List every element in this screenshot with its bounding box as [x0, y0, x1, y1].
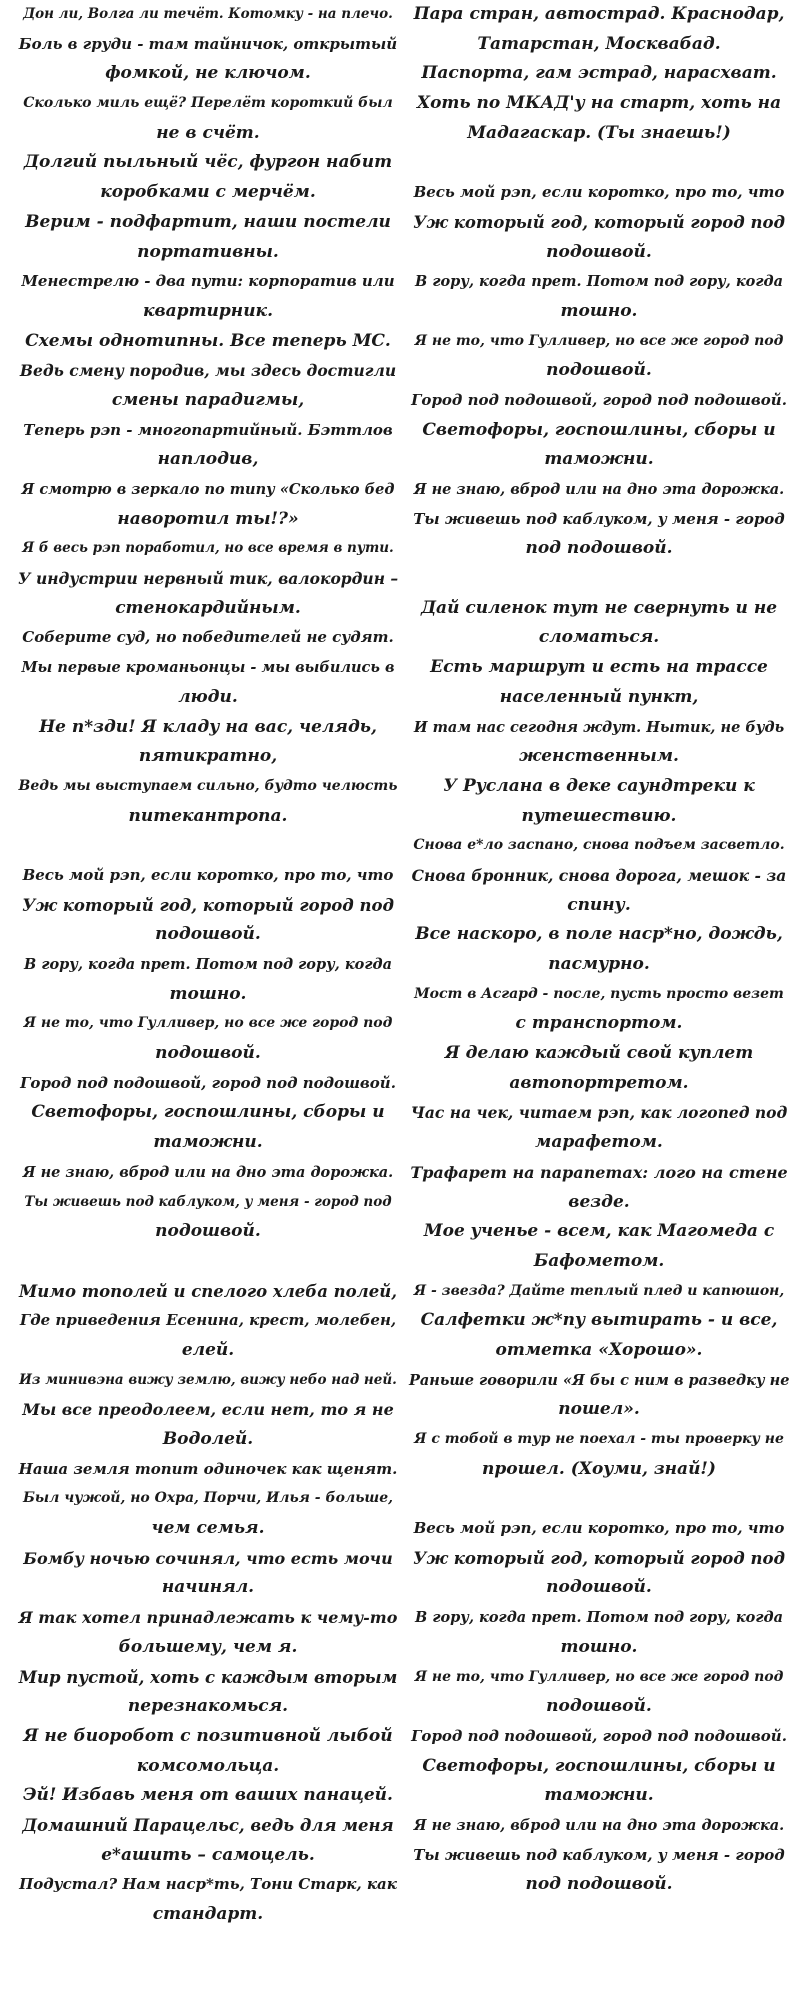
lyric-line	[18, 831, 398, 861]
lyric-line: подошвой.	[155, 1043, 261, 1064]
lyric-line: наплодив,	[157, 449, 259, 470]
lyric-line: Я смотрю в зеркало по типу «Сколько бед	[21, 481, 395, 498]
lyric-line: Уж который год, который город под	[413, 1548, 785, 1568]
lyric-line: Схемы однотипны. Все теперь МС.	[25, 330, 391, 351]
lyric-line: Мост в Асгард - после, пусть просто везет	[414, 985, 784, 1002]
lyric-line: Соберите суд, но победителей не судят.	[22, 628, 394, 647]
lyric-line: Город под подошвой, город под подошвой.	[411, 390, 787, 409]
lyric-line: Водолей.	[162, 1429, 254, 1449]
lyric-line: перезнакомься.	[127, 1696, 289, 1717]
lyric-line: таможни.	[544, 1785, 654, 1806]
lyric-line: подошвой.	[546, 241, 652, 262]
lyric-line: Снова е*ло заспано, снова подъем засветло.	[413, 837, 785, 854]
lyric-line: Светофоры, госпошлины, сборы и	[422, 1755, 776, 1776]
lyric-line: Я не то, что Гулливер, но все же город под	[414, 1668, 784, 1685]
lyric-line: Я не знаю, вброд или на дно эта дорожка.	[413, 481, 785, 498]
lyric-line: Хоть по МКАД'у на старт, хоть на	[416, 93, 782, 114]
lyric-line: большему, чем я.	[118, 1636, 298, 1657]
lyric-line: Раньше говорили «Я бы с ним в разведку не	[409, 1371, 790, 1389]
lyric-line: У индустрии нервный тик, валокордин –	[18, 569, 399, 589]
lyric-line: Мимо тополей и спелого хлеба полей,	[19, 1281, 397, 1301]
lyric-line: портативны.	[137, 241, 279, 262]
lyric-line: пятикратно,	[138, 746, 278, 767]
lyric-line: смены парадигмы,	[111, 389, 305, 410]
lyric-line: везде.	[568, 1191, 630, 1212]
lyric-line: подошвой.	[546, 1696, 652, 1717]
lyric-line: е*ашить – самоцель.	[101, 1844, 315, 1865]
lyric-line: В гору, когда прет. Потом под гору, когда	[24, 956, 392, 973]
lyric-line: Уж который год, который город под	[22, 895, 394, 915]
lyric-line: марафетом.	[535, 1132, 663, 1153]
lyric-line: Мы первые кроманьонцы - мы выбились в	[21, 659, 395, 677]
lyric-line: женственным.	[519, 746, 679, 767]
lyric-line: Город под подошвой, город под подошвой.	[411, 1726, 787, 1745]
lyric-line: Ты живешь под каблуком, у меня - город	[413, 1845, 785, 1864]
lyric-line: Не п*зди! Я кладу на вас, челядь,	[39, 716, 377, 737]
lyric-line: Мадагаскар. (Ты знаешь!)	[467, 122, 731, 143]
lyric-line: Есть маршрут и есть на трассе	[430, 657, 768, 678]
lyric-line: квартирник.	[143, 300, 273, 321]
lyric-line: комсомольца.	[136, 1755, 280, 1776]
lyric-line: Я не то, что Гулливер, но все же город под	[414, 332, 784, 349]
lyric-line	[409, 148, 789, 178]
lyric-line: Наша земля топит одиночек как щенят.	[18, 1459, 398, 1478]
lyric-line: населенный пункт,	[499, 686, 699, 707]
lyric-line: подошвой.	[155, 1221, 261, 1242]
lyric-line: Ты живешь под каблуком, у меня - город под	[24, 1193, 392, 1210]
lyric-line: Менестрелю - два пути: корпоратив или	[21, 272, 395, 291]
lyric-line: Подустал? Нам наср*ть, Тони Старк, как	[19, 1875, 397, 1894]
lyric-line: спину.	[567, 894, 631, 915]
lyric-line: Из минивэна вижу землю, вижу небо над ней.	[19, 1371, 397, 1388]
lyric-line: автопортретом.	[509, 1072, 689, 1093]
lyric-line: Боль в груди - там тайничок, открытый	[18, 34, 398, 53]
lyric-line: Я не знаю, вброд или на дно эта дорожка.	[413, 1816, 785, 1834]
lyric-line: Пара стран, автострад. Краснодар,	[413, 4, 785, 24]
lyric-line: Бафометом.	[533, 1250, 665, 1271]
lyric-line: Паспорта, гам эстрад, нарасхват.	[421, 63, 777, 84]
lyric-line: под подошвой.	[525, 1874, 673, 1895]
lyric-line: В гору, когда прет. Потом под гору, когда	[415, 273, 783, 291]
lyric-line: отметка «Хорошо».	[495, 1339, 703, 1360]
lyric-line: Эй! Избавь меня от ваших панацей.	[23, 1785, 393, 1806]
lyric-line: Дай силенок тут не свернуть и не	[420, 597, 778, 618]
lyric-line: Я - звезда? Дайте теплый плед и капюшон,	[413, 1282, 785, 1299]
lyric-line: Светофоры, госпошлины, сборы и	[422, 419, 776, 440]
lyric-line: Я так хотел принадлежать к чему-то	[18, 1608, 398, 1628]
lyric-line: питекантропа.	[128, 805, 288, 826]
lyric-line: Весь мой рэп, если коротко, про то, что	[413, 1519, 785, 1538]
lyric-line: Мы все преодолеем, если нет, то я не	[22, 1400, 394, 1420]
lyric-line: Верим - подфартит, наши постели	[25, 211, 391, 232]
lyric-line: У Руслана в деке саундтреки к	[443, 775, 755, 796]
lyric-line: чем семья.	[151, 1518, 265, 1539]
lyric-line: пасмурно.	[548, 954, 650, 974]
lyric-line: Час на чек, читаем рэп, как логопед под	[410, 1103, 788, 1123]
lyric-line: подошвой.	[546, 360, 652, 381]
lyric-line: Мое ученье - всем, как Магомеда с	[423, 1221, 775, 1242]
lyric-line: Трафарет на парапетах: лого на стене	[410, 1162, 788, 1182]
lyric-line	[409, 564, 789, 594]
lyric-line: Город под подошвой, город под подошвой.	[20, 1073, 396, 1092]
lyric-line: Я б весь рэп поработил, но все время в пути.	[22, 540, 394, 557]
lyric-line: Домашний Парацельс, ведь для меня	[22, 1815, 394, 1835]
lyric-line: Ведь мы выступаем сильно, будто челюсть	[18, 777, 398, 794]
lyric-line: Был чужой, но Охра, Порчи, Илья - больше,	[22, 1490, 394, 1507]
lyric-line: Ведь смену породив, мы здесь достигли	[19, 361, 397, 381]
lyric-line: Уж который год, который город под	[413, 212, 785, 232]
lyric-line: начинял.	[161, 1577, 255, 1598]
lyric-line: коробками с мерчём.	[100, 182, 316, 203]
lyric-line: Татарстан, Москвабад.	[477, 33, 721, 54]
lyric-line	[18, 1247, 398, 1277]
lyric-line: Я делаю каждый свой куплет	[444, 1043, 754, 1064]
lyric-line: стенокардийным.	[115, 597, 301, 618]
lyric-line: тошно.	[560, 300, 638, 321]
lyric-line: Я не знаю, вброд или на дно эта дорожка.	[22, 1163, 394, 1181]
lyric-line: тошно.	[169, 983, 247, 1004]
lyric-line: И там нас сегодня ждут. Нытик, не будь	[413, 718, 785, 736]
lyric-line: люди.	[178, 686, 238, 707]
lyric-line: В гору, когда прет. Потом под гору, когда	[415, 1609, 783, 1627]
lyric-line: Ты живешь под каблуком, у меня - город	[413, 509, 785, 528]
lyric-line: Салфетки ж*пу вытирать - и все,	[420, 1310, 778, 1331]
lyric-line: не в счёт.	[156, 122, 260, 143]
lyric-line: Все наскоро, в поле наср*но, дождь,	[415, 924, 783, 945]
lyric-line: сломаться.	[538, 627, 660, 648]
lyric-line: Я не биоробот с позитивной лыбой	[23, 1725, 393, 1746]
lyric-line: Где приведения Есенина, крест, молебен,	[19, 1311, 397, 1330]
lyric-line: Долгий пыльный чёс, фургон набит	[23, 152, 393, 173]
lyric-line: прошел. (Хоуми, знай!)	[482, 1458, 716, 1479]
lyric-line: Дон ли, Волга ли течёт. Котомку - на плечо.	[23, 6, 393, 22]
lyric-line: таможни.	[153, 1132, 263, 1153]
lyric-line: с транспортом.	[515, 1013, 683, 1034]
lyric-line: Мир пустой, хоть с каждым вторым	[18, 1667, 398, 1687]
lyric-line: фомкой, не ключом.	[105, 63, 311, 84]
lyric-line: Весь мой рэп, если коротко, про то, что	[413, 183, 785, 202]
lyric-line: подошвой.	[155, 924, 261, 945]
lyric-line: путешествию.	[521, 805, 677, 826]
lyric-line: таможни.	[544, 449, 654, 470]
lyric-line: Сколько миль ещё? Перелёт короткий был	[23, 95, 393, 112]
lyric-line	[409, 1484, 789, 1514]
lyric-line: под подошвой.	[525, 538, 673, 559]
lyric-line: Я с тобой в тур не поехал - ты проверку не	[414, 1431, 784, 1447]
lyric-line: пошел».	[558, 1399, 640, 1420]
lyric-line: Снова бронник, снова дорога, мешок - за	[411, 865, 787, 885]
lyric-line: Теперь рэп - многопартийный. Бэттлов	[23, 420, 393, 439]
lyrics-left-column	[18, 0, 398, 1930]
lyric-line: стандарт.	[152, 1904, 264, 1924]
lyric-line: подошвой.	[546, 1577, 652, 1598]
lyric-line: наворотил ты!?»	[117, 508, 299, 529]
lyric-line: тошно.	[560, 1636, 638, 1657]
lyric-line: Весь мой рэп, если коротко, про то, что	[22, 865, 394, 884]
lyric-line: Я не то, что Гулливер, но все же город под	[23, 1015, 393, 1032]
lyric-line: Светофоры, госпошлины, сборы и	[31, 1102, 385, 1123]
lyric-line: Бомбу ночью сочинял, что есть мочи	[23, 1548, 393, 1568]
lyrics-right-column	[409, 0, 789, 1900]
lyric-line: елей.	[181, 1339, 235, 1360]
